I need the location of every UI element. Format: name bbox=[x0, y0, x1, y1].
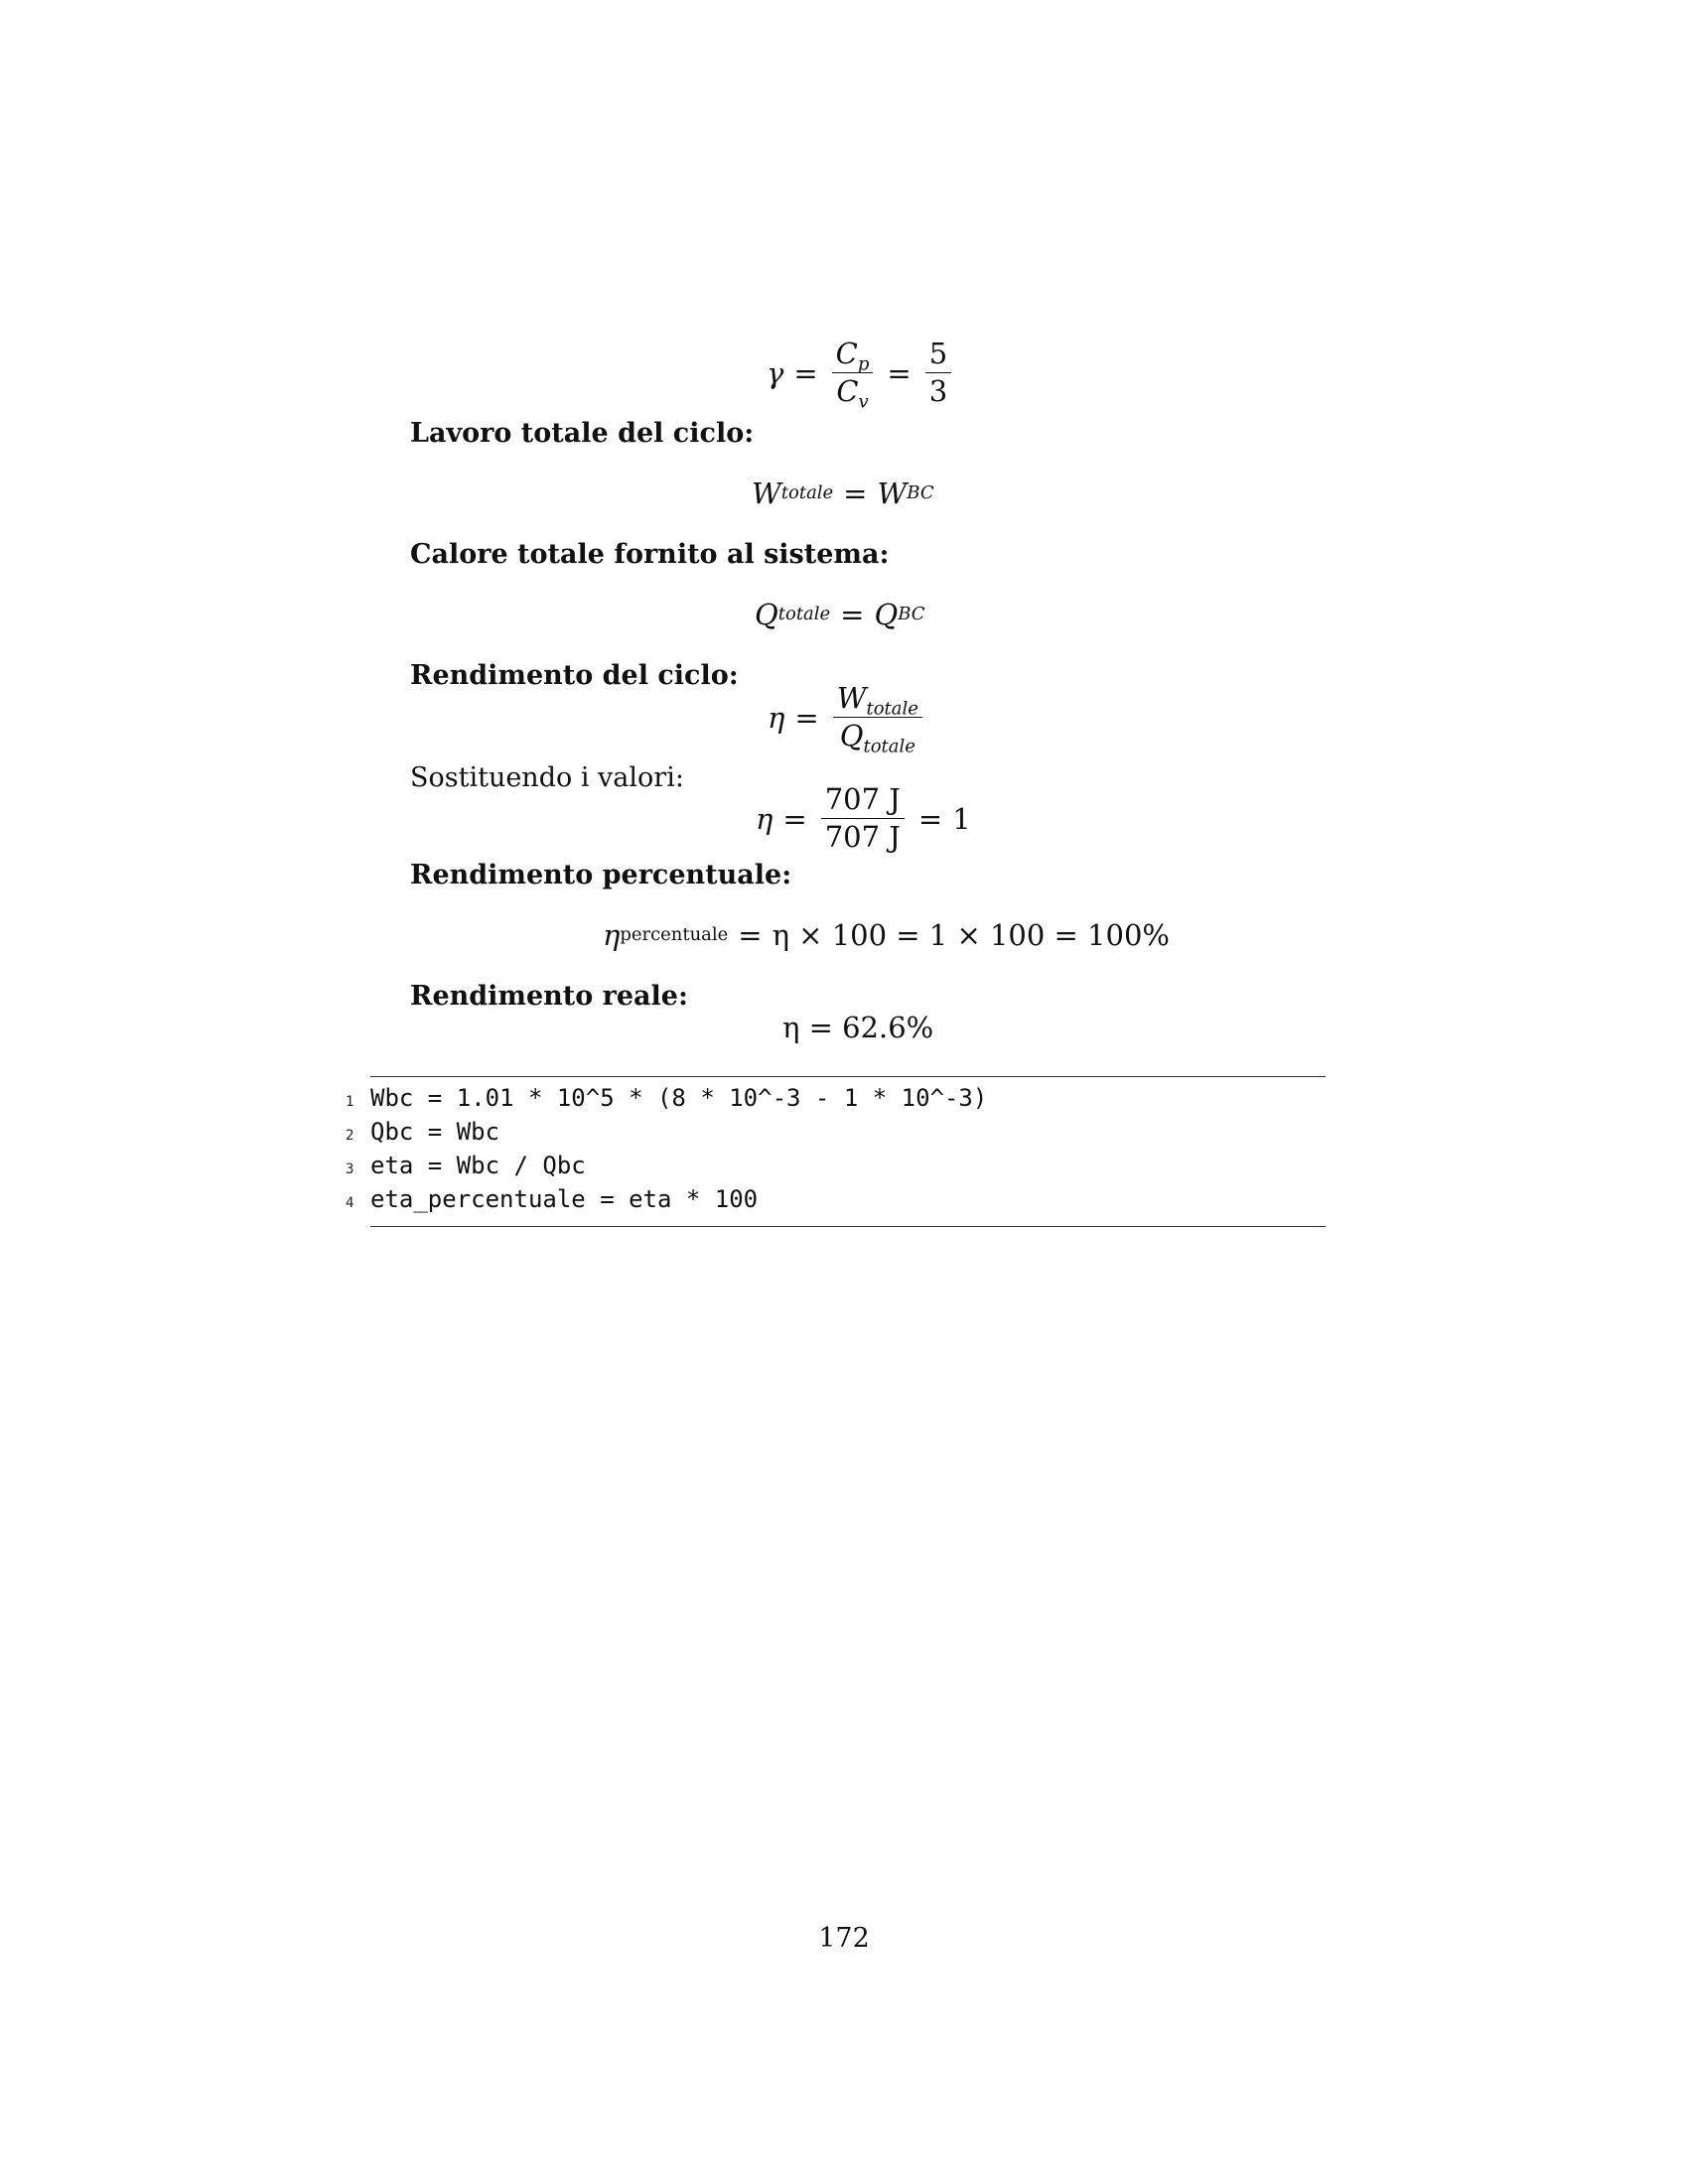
line-number: 2 bbox=[346, 1128, 354, 1144]
heading-lavoro: Lavoro totale del ciclo: bbox=[410, 418, 755, 449]
substitution-equation: η = $\frac{707 J}{707 J}$ = 1 bbox=[756, 782, 971, 855]
code-top-rule bbox=[370, 1076, 1326, 1077]
code-text: eta_percentuale = eta * 100 bbox=[370, 1185, 759, 1213]
line-number: 1 bbox=[346, 1094, 354, 1110]
work-equation: W totale = W BC bbox=[752, 477, 934, 510]
line-number: 3 bbox=[346, 1161, 354, 1177]
heading-rendimento-ciclo: Rendimento del ciclo: bbox=[410, 660, 739, 691]
code-line bbox=[346, 1185, 758, 1213]
text-sostituendo: Sostituendo i valori: bbox=[410, 762, 684, 793]
code-text: Qbc = Wbc bbox=[370, 1118, 500, 1146]
five-thirds-fraction: $\frac{5}{3}$ bbox=[925, 338, 951, 409]
heading-rendimento-reale: Rendimento reale: bbox=[410, 981, 688, 1012]
energy-ratio-fraction: $\frac{707 J}{707 J}$ bbox=[821, 783, 905, 855]
code-text: eta = Wbc / Qbc bbox=[370, 1152, 586, 1179]
code-line bbox=[346, 1118, 499, 1146]
code-line bbox=[346, 1084, 987, 1112]
real-efficiency-equation: η = 62.6% bbox=[782, 1011, 934, 1044]
equals-sign: = bbox=[793, 355, 818, 390]
heat-equation: Q totale = Q BC bbox=[755, 598, 925, 631]
heading-calore: Calore totale fornito al sistema: bbox=[410, 539, 890, 570]
percent-equation: η percentuale = η × 100 = 1 × 100 = 100% bbox=[603, 918, 1170, 952]
line-number: 4 bbox=[346, 1195, 354, 1211]
gamma-symbol: γ bbox=[767, 355, 784, 390]
page-number: 172 bbox=[818, 1923, 870, 1954]
efficiency-equation: η = $\frac{W_{totale}}{Q_{totale}}$ bbox=[768, 682, 926, 753]
w-over-q-fraction: $\frac{W_{totale}}{Q_{totale}}$ bbox=[833, 682, 922, 753]
heading-rendimento-percentuale: Rendimento percentuale: bbox=[410, 860, 792, 890]
equals-sign: = bbox=[887, 355, 912, 390]
code-bottom-rule bbox=[370, 1226, 1326, 1227]
cp-cv-fraction: $\frac{C_p}{C_v}$ bbox=[832, 338, 874, 409]
code-line bbox=[346, 1152, 586, 1179]
gamma-equation bbox=[767, 337, 955, 413]
code-text: Wbc = 1.01 * 10^5 * (8 * 10^-3 - 1 * 10^-3) bbox=[370, 1084, 988, 1112]
